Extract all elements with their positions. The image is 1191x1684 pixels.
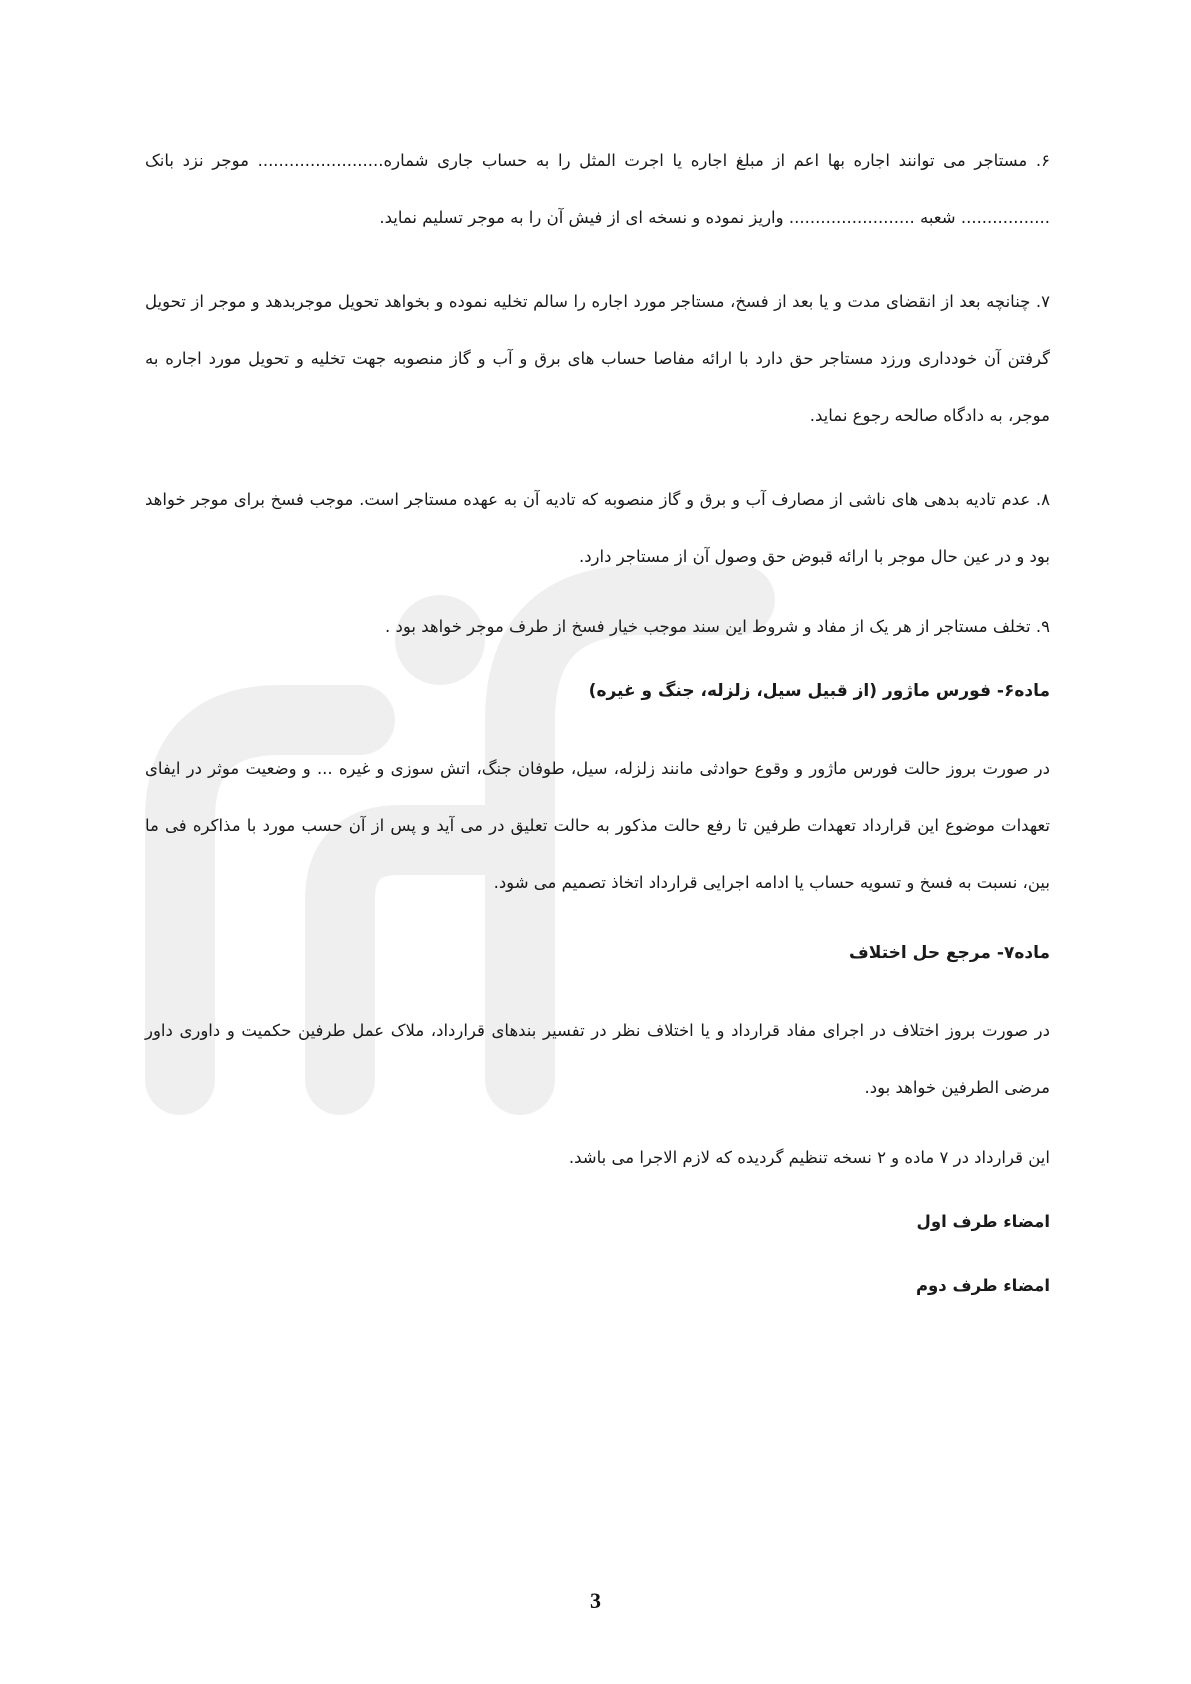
clause-6: ۶. مستاجر می توانند اجاره بها اعم از مبلغ اجاره یا اجرت المثل را به حساب جاری شماره........................ موجر نزد بانک ................. شعبه ........................ واریز نموده و نسخه ای از فیش آن را به موجر تسلیم نماید. [145,151,1050,227]
article-6-body: در صورت بروز حالت فورس ماژور و وقوع حوادثی مانند زلزله، سیل، طوفان جنگ، اتش سوزی و غیره ... و وضعیت موثر در ایفای تعهدات موضوع این قرارداد تعهدات طرفین تا رفع حالت مذکور به حالت تعلیق در می آید و پس از آن حسب مورد با مذاکره فی ما بین، نسبت به فسخ و تسویه حساب یا ادامه اجرایی قرارداد اتخاذ تصمیم می شود. [145,759,1050,892]
signature-party-1: امضاء طرف اول [916,1212,1050,1231]
page-number: 3 [590,1588,601,1613]
signature-party-2: امضاء طرف دوم [915,1276,1050,1295]
article-7-heading: ماده۷- مرجع حل اختلاف [849,943,1050,963]
document-body [145,132,1050,1301]
clause-8: ۸. عدم تادیه بدهی های ناشی از مصارف آب و برق و گاز منصوبه که تادیه آن به عهده مستاجر است. موجب فسخ برای موجر خواهد بود و در عین حال موجر با ارائه قبوض حق وصول آن از مستاجر دارد. [145,490,1050,566]
article-6-heading: ماده۶- فورس ماژور (از قبیل سیل، زلزله، جنگ و غیره) [588,681,1050,701]
closing-statement: این قرارداد در ۷ ماده و ۲ نسخه تنظیم گردیده که لازم الاجرا می باشد. [568,1148,1050,1167]
clause-9: ۹. تخلف مستاجر از هر یک از مفاد و شروط این سند موجب خیار فسخ از طرف موجر خواهد بود . [385,617,1050,636]
clause-7: ۷. چنانچه بعد از انقضای مدت و یا بعد از فسخ، مستاجر مورد اجاره را سالم تخلیه نموده و بخواهد تحویل موجربدهد و موجر از تحویل گرفتن آن خودداری ورزد مستاجر حق دارد با ارائه مفاصا حساب های برق و آب و گاز منصوبه جهت تخلیه و تحویل مورد اجاره به موجر، به دادگاه صالحه رجوع نماید. [145,292,1050,425]
article-7-body: در صورت بروز اختلاف در اجرای مفاد قرارداد و یا اختلاف نظر در تفسیر بندهای قرارداد، ملاک عمل طرفین حکمیت و داوری داور مرضی الطرفین خواهد بود. [145,1021,1050,1097]
